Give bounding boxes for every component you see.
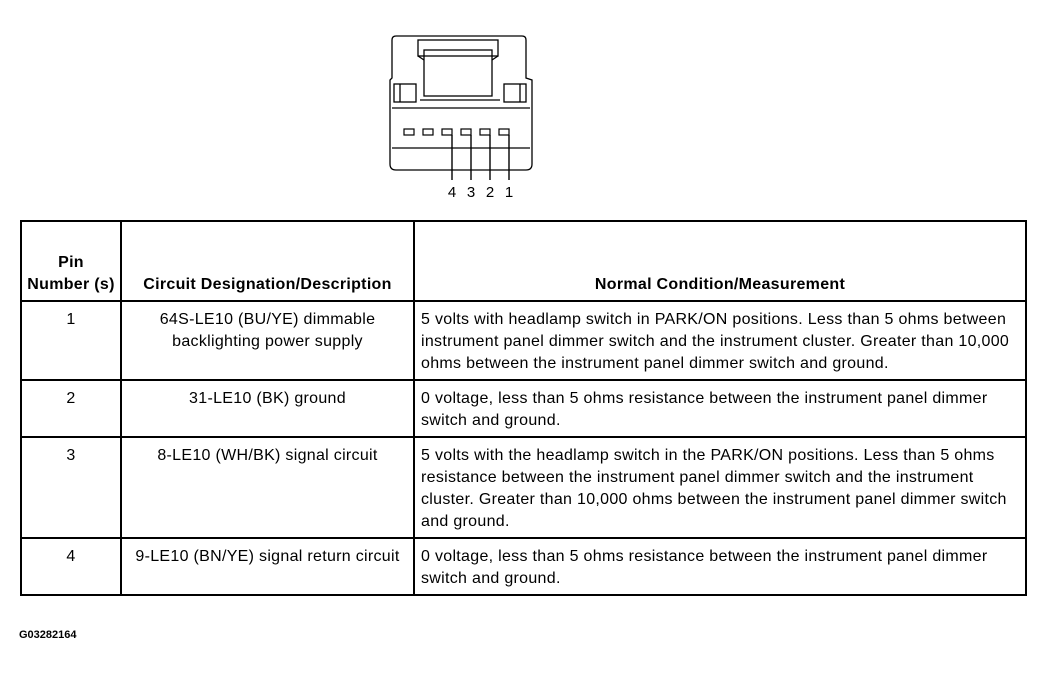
pin-cell: 3 [21,437,121,538]
table-header-row [21,221,1026,301]
header-pin-number: Pin Number (s) [21,221,121,301]
circuit-cell: 9-LE10 (BN/YE) signal return circuit [121,538,414,595]
pin-cavities [404,129,509,135]
circuit-cell: 8-LE10 (WH/BK) signal circuit [121,437,414,538]
circuit-cell: 64S-LE10 (BU/YE) dimmable backlighting power supply [121,301,414,380]
table-row [21,380,1026,437]
pin-chart-table [20,220,1027,596]
pin-label-4: 4 [447,184,457,201]
measurement-cell: 5 volts with the headlamp switch in the PARK/ON positions. Less than 5 ohms resistance between the instrument panel dimmer switch and the instrument cluster. Greater than 10,000 ohms between the instrument panel dimmer switch and ground. [414,437,1026,538]
pin-cell: 1 [21,301,121,380]
pin-label-2: 2 [485,184,495,201]
connector-face-diagram [380,30,540,205]
measurement-cell: 0 voltage, less than 5 ohms resistance between the instrument panel dimmer switch and ground. [414,538,1026,595]
connector-latch [418,40,498,56]
connector-latch-window [424,50,492,96]
measurement-cell: 0 voltage, less than 5 ohms resistance between the instrument panel dimmer switch and ground. [414,380,1026,437]
pin-number-labels [0,184,1046,204]
pin-cell: 4 [21,538,121,595]
figure-id: G03282164 [19,629,77,641]
pin-cell: 2 [21,380,121,437]
table-row [21,301,1026,380]
pin-label-1: 1 [504,184,514,201]
table-row [21,538,1026,595]
measurement-cell: 5 volts with headlamp switch in PARK/ON positions. Less than 5 ohms between instrument panel dimmer switch and the instrument cluster. Greater than 10,000 ohms between the instrument panel dimmer switch and ground. [414,301,1026,380]
table-row [21,437,1026,538]
header-measurement: Normal Condition/Measurement [414,221,1026,301]
circuit-cell: 31-LE10 (BK) ground [121,380,414,437]
header-circuit: Circuit Designation/Description [121,221,414,301]
pin-label-3: 3 [466,184,476,201]
